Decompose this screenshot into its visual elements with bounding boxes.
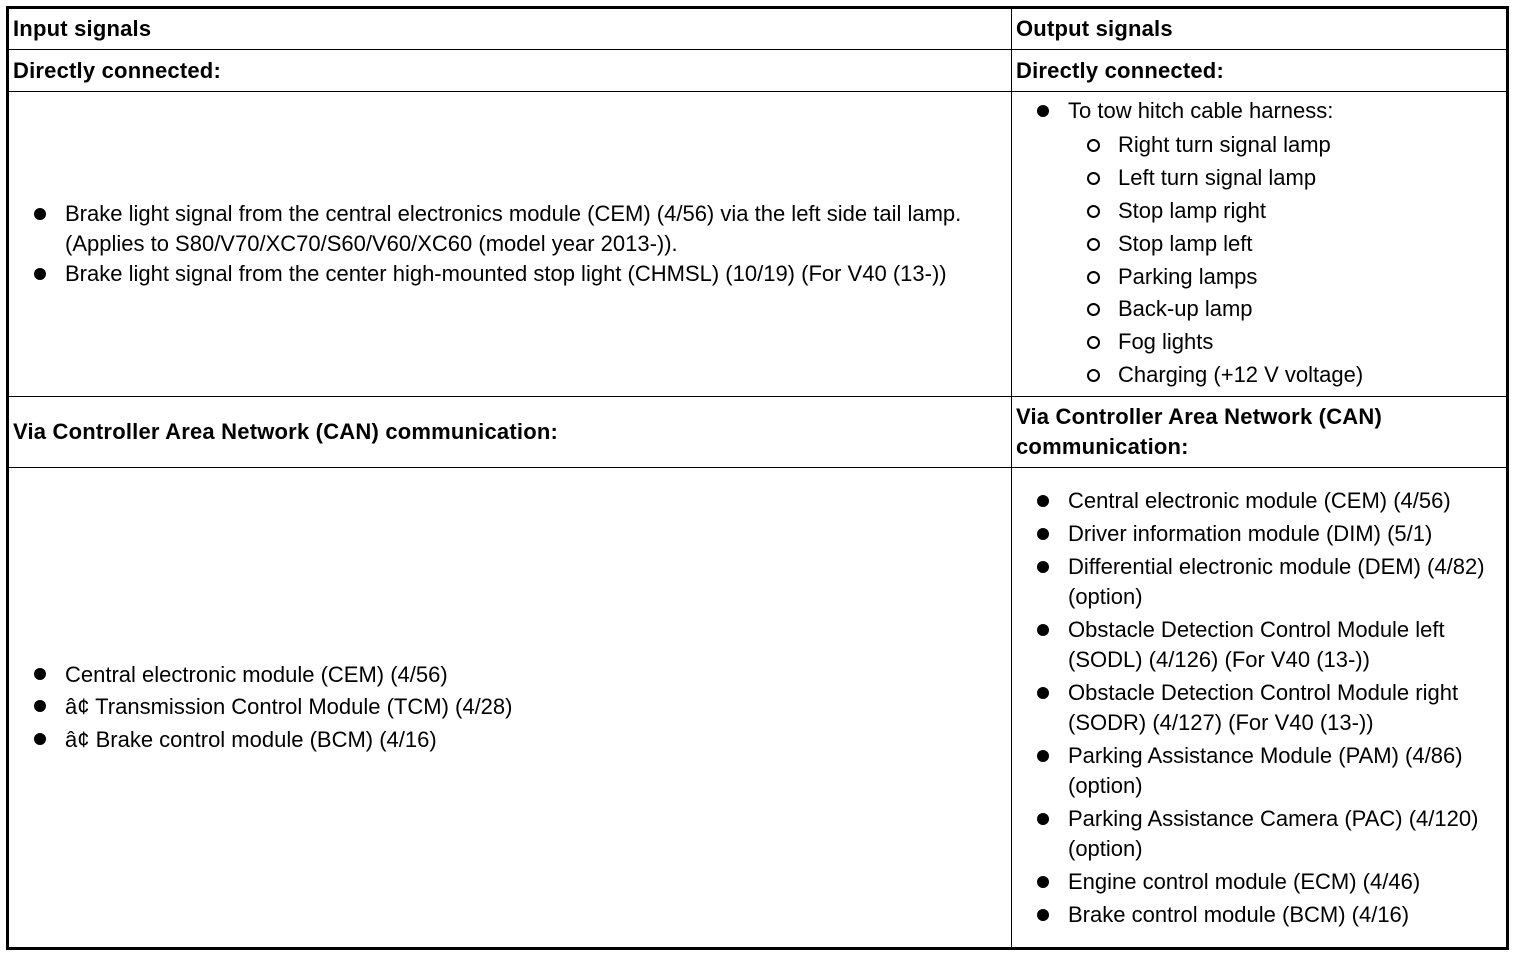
input-signals-header: Input signals [8, 8, 1012, 50]
list-item: Obstacle Detection Control Module right (SODR) (4/127) (For V40 (13-)) [1068, 678, 1502, 738]
list-item: Brake light signal from the center high-mounted stop light (CHMSL) (10/19) (For V40 (13-)) [65, 259, 1007, 289]
output-directly-connected-label: Directly connected: [1012, 50, 1508, 92]
list-item: Obstacle Detection Control Module left (SODL) (4/126) (For V40 (13-)) [1068, 615, 1502, 675]
tow-hitch-sublist [1068, 126, 1502, 391]
sublist-item: Parking lamps [1118, 261, 1502, 294]
input-can-list [13, 659, 1007, 757]
list-item: â¢ Brake control module (BCM) (4/16) [65, 724, 1007, 757]
list-item: Parking Assistance Module (PAM) (4/86) (option) [1068, 741, 1502, 801]
list-item: â¢ Transmission Control Module (TCM) (4/28) [65, 691, 1007, 724]
signals-table [6, 6, 1509, 950]
list-item: Parking Assistance Camera (PAC) (4/120) (option) [1068, 804, 1502, 864]
list-item [1068, 96, 1502, 391]
list-item: Differential electronic module (DEM) (4/82) (option) [1068, 552, 1502, 612]
sublist-item: Stop lamp right [1118, 195, 1502, 228]
sublist-item: Stop lamp left [1118, 228, 1502, 261]
tow-hitch-group-label: To tow hitch cable harness: [1068, 98, 1334, 124]
list-item: Driver information module (DIM) (5/1) [1068, 519, 1502, 549]
output-directly-connected-list [1016, 96, 1502, 391]
output-signals-header: Output signals [1012, 8, 1508, 50]
list-item: Central electronic module (CEM) (4/56) [1068, 486, 1502, 516]
input-directly-connected-list [13, 199, 1007, 289]
input-can-cell [8, 468, 1012, 949]
sublist-item: Fog lights [1118, 326, 1502, 359]
output-can-list [1016, 486, 1502, 930]
input-directly-connected-label: Directly connected: [8, 50, 1012, 92]
list-item: Brake control module (BCM) (4/16) [1068, 900, 1502, 930]
header-row [8, 8, 1508, 50]
input-can-label: Via Controller Area Network (CAN) communication: [8, 397, 1012, 468]
list-item: Engine control module (ECM) (4/46) [1068, 867, 1502, 897]
input-directly-connected-cell [8, 92, 1012, 397]
output-can-label: Via Controller Area Network (CAN) communication: [1012, 397, 1508, 468]
can-content-row [8, 468, 1508, 949]
output-directly-connected-cell [1012, 92, 1508, 397]
sublist-item: Charging (+12 V voltage) [1118, 359, 1502, 392]
list-item: Brake light signal from the central electronics module (CEM) (4/56) via the left side tail lamp. (Applies to S80/V70/XC70/S60/V60/XC60 (model year 2013-)). [65, 199, 1007, 259]
directly-connected-content-row [8, 92, 1508, 397]
sublist-item: Back-up lamp [1118, 293, 1502, 326]
can-communication-row [8, 397, 1508, 468]
list-item: Central electronic module (CEM) (4/56) [65, 659, 1007, 692]
sublist-item: Left turn signal lamp [1118, 162, 1502, 195]
directly-connected-row [8, 50, 1508, 92]
sublist-item: Right turn signal lamp [1118, 129, 1502, 162]
output-can-cell [1012, 468, 1508, 949]
